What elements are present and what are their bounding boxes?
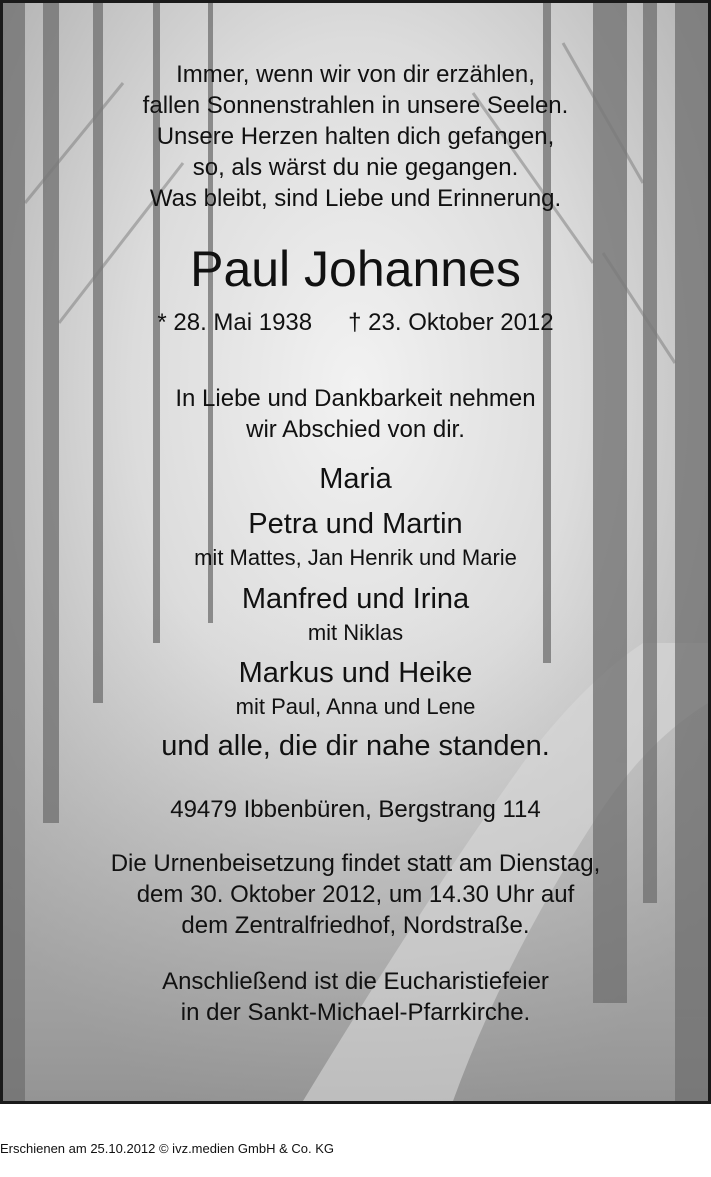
deceased-name: Paul Johannes: [190, 241, 521, 297]
spouse-name: Maria: [319, 463, 392, 495]
notice-content: [3, 3, 708, 1101]
death-date: † 23. Oktober 2012: [348, 309, 554, 336]
family-group-2-names: Manfred und Irina: [241, 583, 470, 615]
poem-line-4: so, als wärst du nie gegangen.: [192, 154, 519, 181]
birth-date: * 28. Mai 1938: [157, 309, 313, 336]
farewell-line-2: wir Abschied von dir.: [246, 416, 465, 443]
publication-footer: Erschienen am 25.10.2012 © ivz.medien GmbH & Co. KG: [0, 1141, 335, 1156]
farewell-line-1: In Liebe und Dankbarkeit nehmen: [175, 385, 536, 412]
ceremony-line-1: Die Urnenbeisetzung findet statt am Dienstag,: [110, 850, 601, 877]
mass-line-2: in der Sankt-Michael-Pfarrkirche.: [180, 999, 531, 1026]
poem-line-1: Immer, wenn wir von dir erzählen,: [176, 61, 535, 88]
family-group-3-children: mit Paul, Anna und Lene: [235, 694, 476, 719]
ceremony-line-3: dem Zentralfriedhof, Nordstraße.: [181, 912, 530, 939]
address: 49479 Ibbenbüren, Bergstrang 114: [170, 796, 541, 823]
family-group-2-children: mit Niklas: [307, 620, 404, 645]
poem-line-5: Was bleibt, sind Liebe und Erinnerung.: [149, 185, 562, 212]
family-group-1-names: Petra und Martin: [248, 508, 463, 540]
family-group-1-children: mit Mattes, Jan Henrik und Marie: [194, 545, 517, 570]
life-dates: [3, 309, 708, 337]
ceremony-line-2: dem 30. Oktober 2012, um 14.30 Uhr auf: [136, 881, 575, 908]
family-closing-line: und alle, die dir nahe standen.: [161, 730, 550, 762]
family-group-3-names: Markus und Heike: [238, 657, 473, 689]
poem-line-2: fallen Sonnenstrahlen in unsere Seelen.: [142, 92, 569, 119]
poem-line-3: Unsere Herzen halten dich gefangen,: [156, 123, 555, 150]
mass-line-1: Anschließend ist die Eucharistiefeier: [162, 968, 549, 995]
